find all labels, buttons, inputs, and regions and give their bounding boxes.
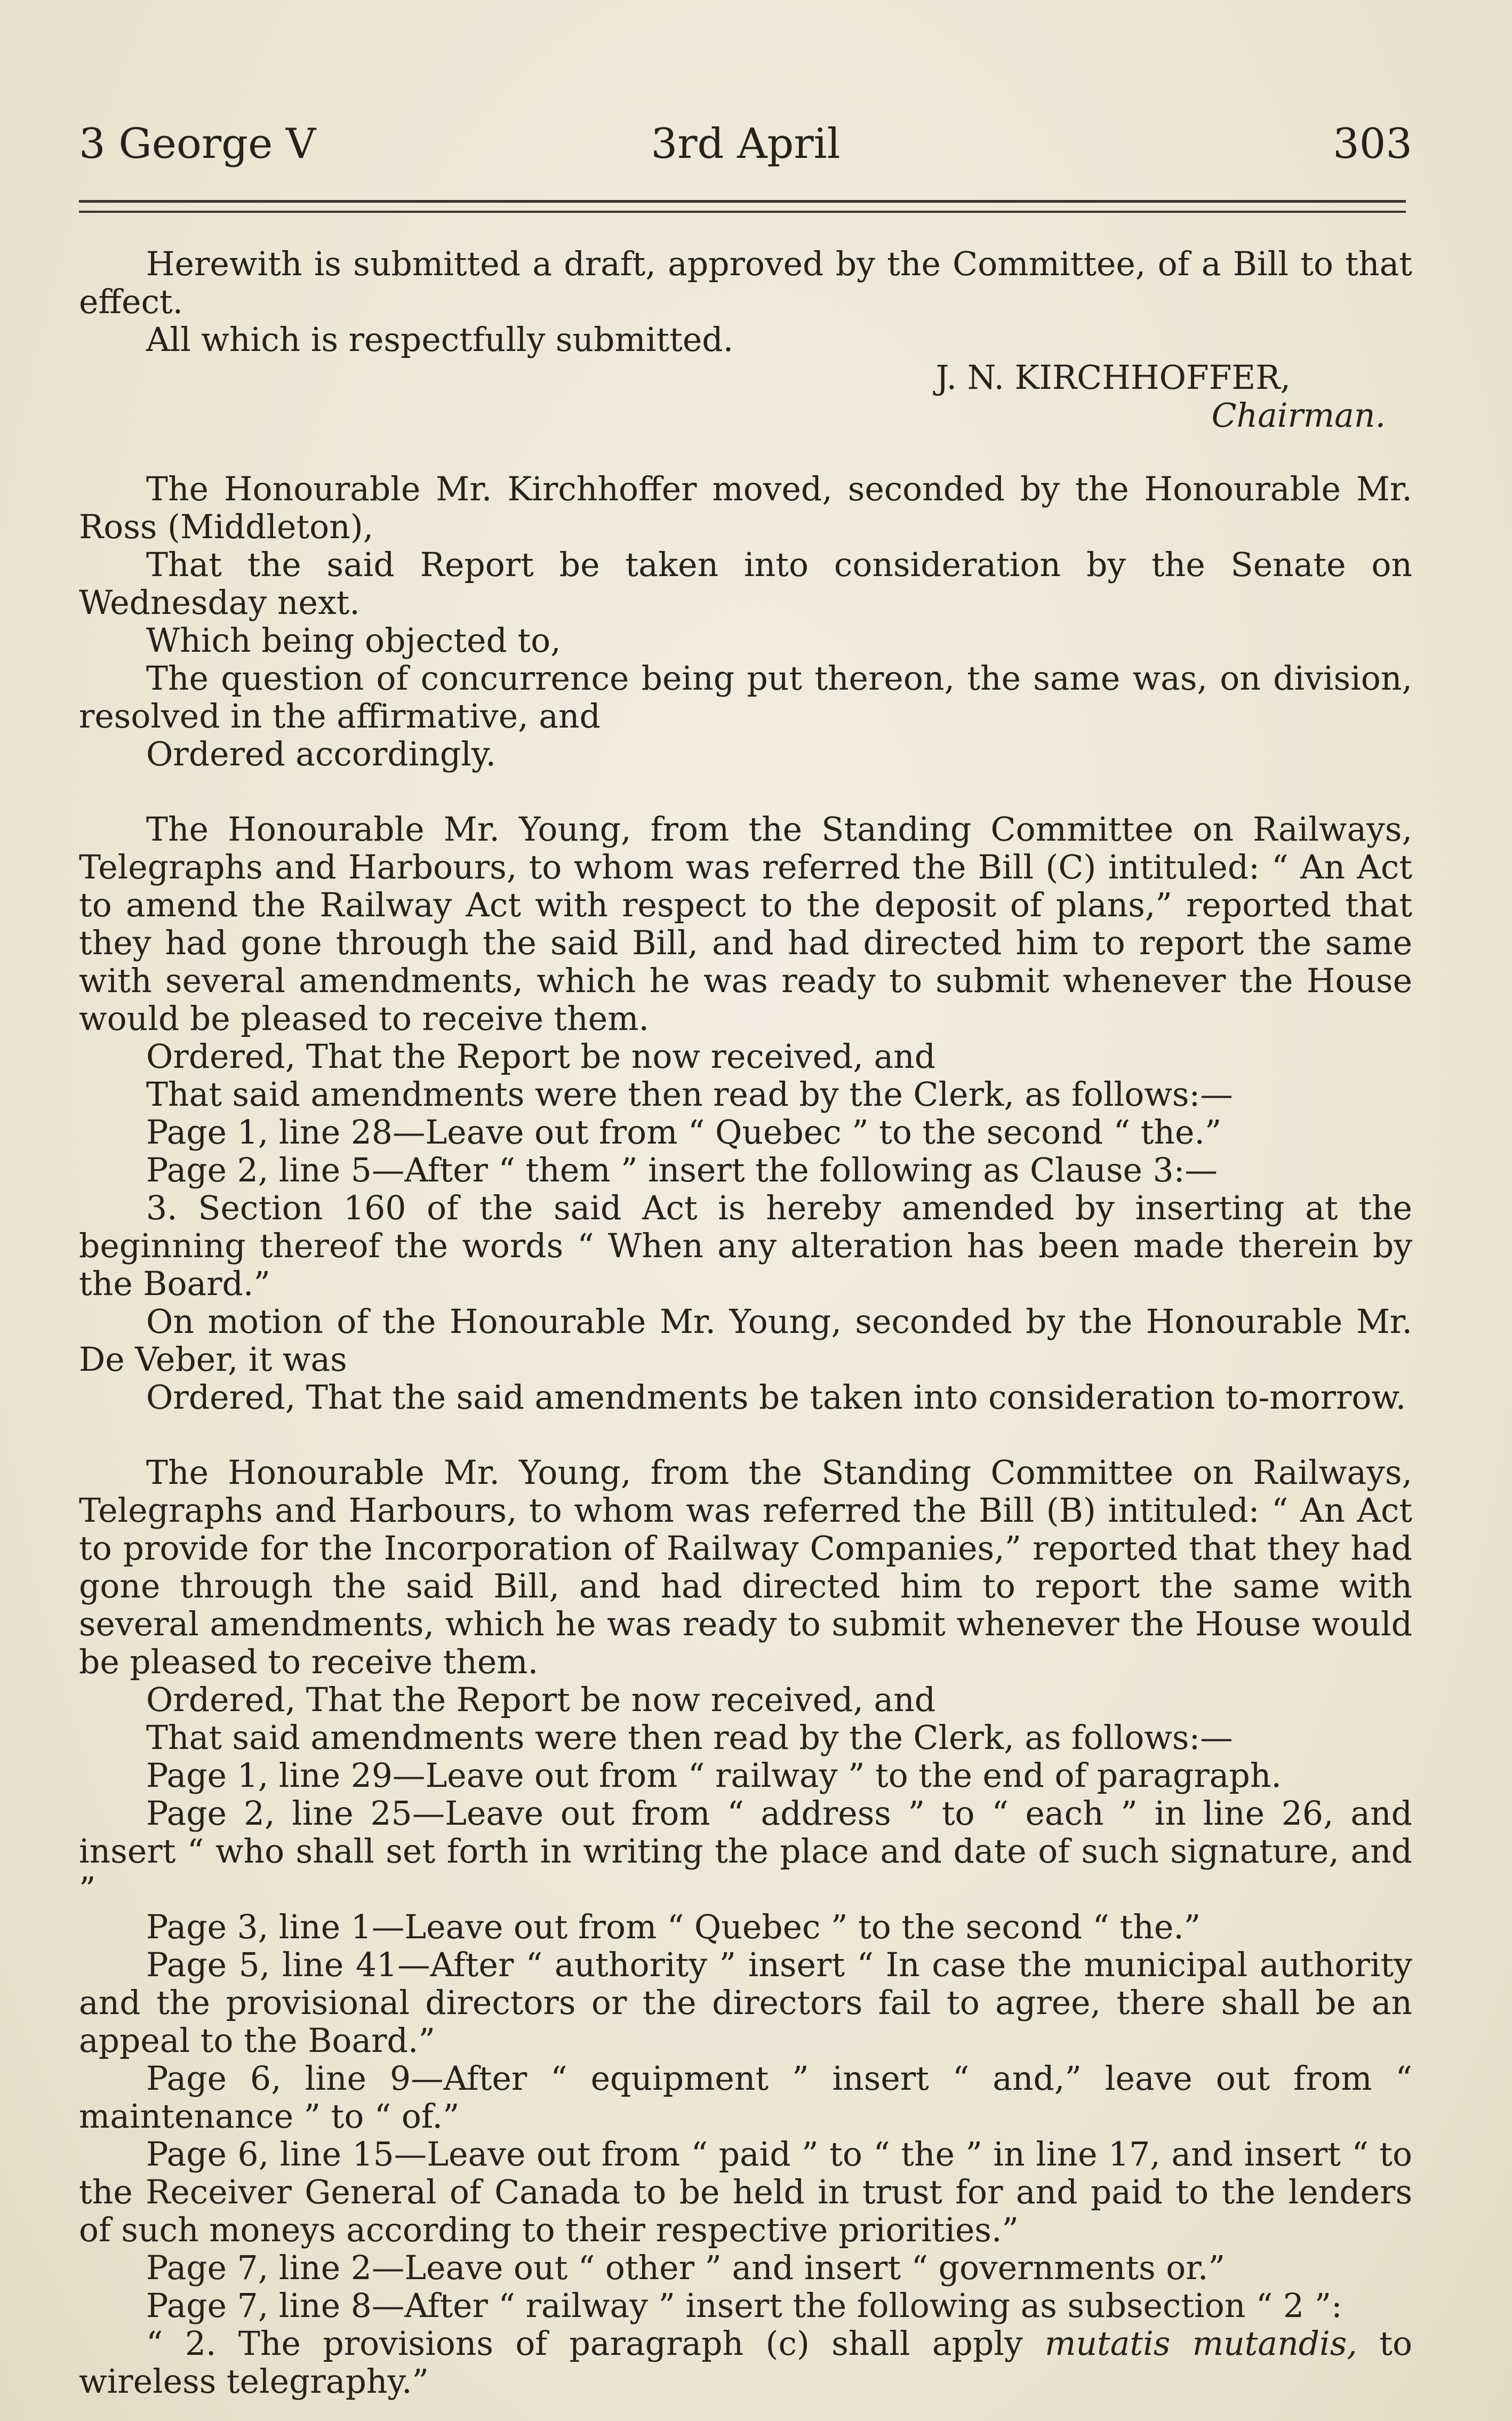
paragraph: Ordered, That the Report be now received, and xyxy=(146,1681,936,1719)
paragraph: Page 6, line 9—After “ equipment ” insert “ and,” leave out from “ maintenance ” to “ of.” xyxy=(79,2059,1412,2136)
paragraph: Page 2, line 25—Leave out from “ address ” to “ each ” in line 26, and insert “ who shall set forth in writing the place and date of such signature, and ” xyxy=(79,1794,1412,1908)
paragraph: 3. Section 160 of the said Act is hereby amended by inserting at the beginning thereof the words “ When any alteration has been made therein by the Board.” xyxy=(79,1189,1412,1303)
paragraph: The Honourable Mr. Young, from the Standing Committee on Railways, Telegraphs and Harbours, to whom was referred the Bill (C) intituled: “ An Act to amend the Railway Act with respect to the deposit of plans,” reported that they had gone through the said Bill, and had directed him to report the same with several amendments, which he was ready to submit whenever the House would be pleased to receive them. xyxy=(79,810,1412,1038)
page-body xyxy=(79,245,1412,2401)
signature-name: J. N. KIRCHHOFFER, xyxy=(935,358,1291,397)
spacer xyxy=(79,1417,1412,1454)
paragraph-text: “ 2. The provisions of paragraph (c) shall apply xyxy=(146,2324,1023,2363)
paragraph: The Honourable Mr. Young, from the Standing Committee on Railways, Telegraphs and Harbours, to whom was referred the Bill (B) intituled: “ An Act to provide for the Incorporation of Railway Companies,” reported that they had gone through the said Bill, and had directed him to report the same with several amendments, which he was ready to submit whenever the House would be pleased to receive them. xyxy=(79,1453,1412,1681)
signature-role: Chairman. xyxy=(1211,396,1386,435)
running-header xyxy=(79,115,1412,173)
regnal-year: 3 George V xyxy=(79,120,316,168)
header-rule-top xyxy=(79,200,1406,203)
paragraph: Ordered, That the said amendments be taken into consideration to-morrow. xyxy=(146,1378,1406,1417)
page-number: 303 xyxy=(1333,120,1412,168)
paragraph: Herewith is submitted a draft, approved by the Committee, of a Bill to that effect. xyxy=(79,245,1412,321)
paragraph: Page 7, line 2—Leave out “ other ” and insert “ governments or.” xyxy=(146,2249,1225,2287)
paragraph: Page 3, line 1—Leave out from “ Quebec ” to the second “ the.” xyxy=(146,1908,1201,1946)
paragraph: Page 6, line 15—Leave out from “ paid ” to “ the ” in line 17, and insert “ to the Receiver General of Canada to be held in trust for and paid to the lenders of such moneys according to their respective priorities.” xyxy=(79,2135,1412,2249)
paragraph: All which is respectfully submitted. xyxy=(146,321,734,359)
paragraph: Ordered, That the Report be now received, and xyxy=(146,1037,936,1076)
paragraph: Page 7, line 8—After “ railway ” insert the following as subsection “ 2 ”: xyxy=(146,2287,1342,2325)
paragraph-text: to wireless telegraphy.” xyxy=(79,2324,1412,2401)
paragraph: Page 1, line 28—Leave out from “ Quebec ” to the second “ the.” xyxy=(146,1113,1222,1152)
paragraph: That said amendments were then read by the Clerk, as follows:— xyxy=(146,1719,1233,1757)
spacer xyxy=(79,435,1412,470)
paragraph: Page 2, line 5—After “ them ” insert the following as Clause 3:— xyxy=(146,1151,1218,1189)
paragraph: The question of concurrence being put thereon, the same was, on division, resolved in the affirmative, and xyxy=(79,659,1412,736)
paragraph xyxy=(79,2325,1412,2401)
paragraph: On motion of the Honourable Mr. Young, seconded by the Honourable Mr. De Veber, it was xyxy=(79,1303,1412,1379)
paragraph: Ordered accordingly. xyxy=(146,735,497,773)
paragraph: Which being objected to, xyxy=(146,621,561,660)
header-rule-bottom xyxy=(79,211,1406,213)
paragraph: Page 1, line 29—Leave out from “ railway ” to the end of paragraph. xyxy=(146,1756,1282,1795)
paragraph: Page 5, line 41—After “ authority ” insert “ In case the municipal authority and the provisional directors or the directors fail to agree, there shall be an appeal to the Board.” xyxy=(79,1946,1412,2060)
paragraph: That said amendments were then read by the Clerk, as follows:— xyxy=(146,1075,1233,1114)
latin-phrase: mutatis mutandis, xyxy=(1045,2324,1357,2363)
paragraph: That the said Report be taken into consideration by the Senate on Wednesday next. xyxy=(79,546,1412,622)
paragraph: The Honourable Mr. Kirchhoffer moved, seconded by the Honourable Mr. Ross (Middleton), xyxy=(79,470,1412,546)
spacer xyxy=(79,773,1412,811)
header-date: 3rd April xyxy=(651,120,841,168)
